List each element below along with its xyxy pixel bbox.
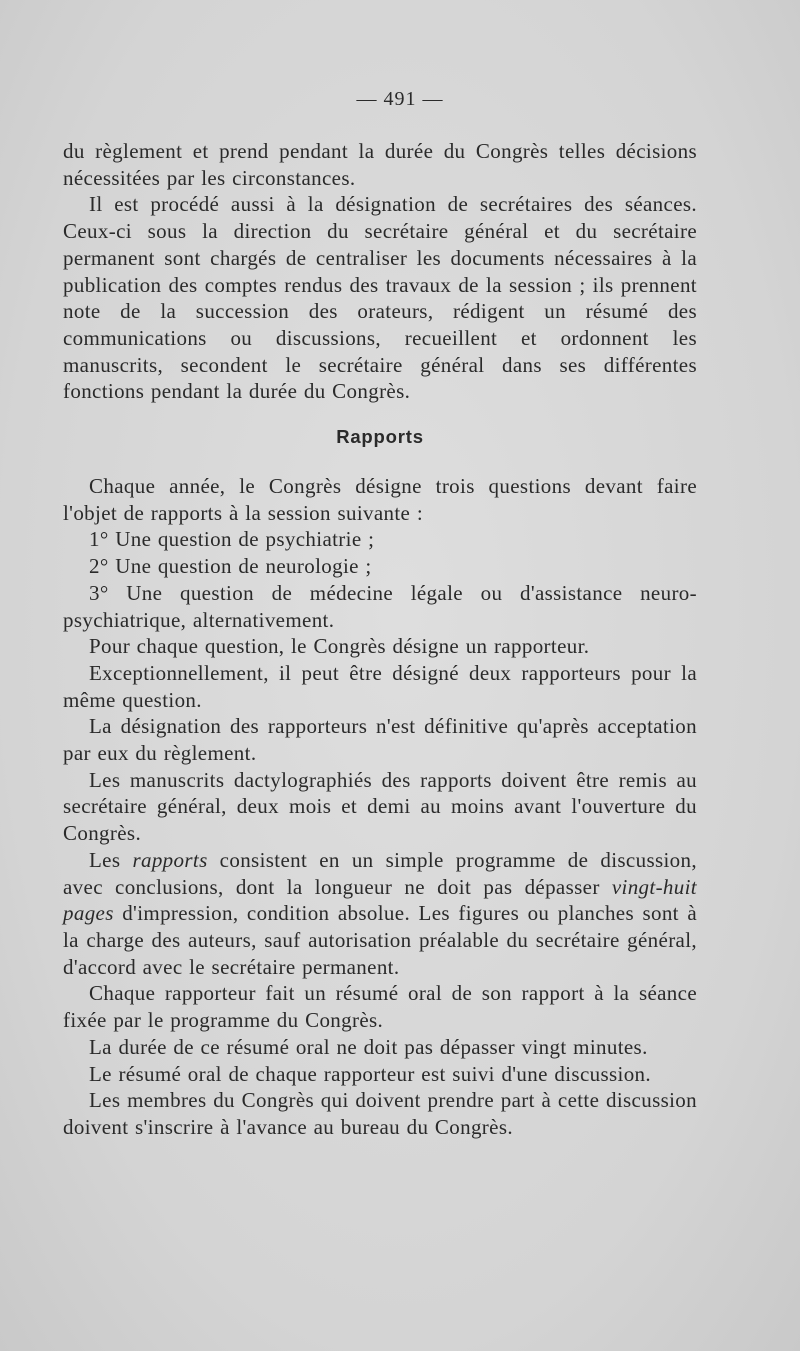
paragraph: Chaque rapporteur fait un résumé oral de son rapport à la séance fixée par le programme du Congrès. [63, 981, 697, 1033]
list-item: 3° Une question de médecine légale ou d'assistance neuro-psychiatrique, alternativement. [63, 580, 697, 632]
paragraph: Le résumé oral de chaque rapporteur est suivi d'une discussion. [89, 1061, 652, 1086]
paragraph: Les membres du Congrès qui doivent prendre part à cette discussion doivent s'inscrire à l'avance au bureau du Congrès. [63, 1088, 697, 1139]
paragraph: La désignation des rapporteurs n'est définitive qu'après acceptation par eux du règlement. [63, 714, 697, 766]
text-run: consistent en un simple programme de discussion, avec conclusions, dont la longueur ne doit pas dépasser [63, 847, 697, 899]
paragraph: Il est procédé aussi à la désignation de secrétaires des séances. Ceux-ci sous la direction du secrétaire général et du secrétaire permanent sont chargés de centraliser les documents nécessaires à la publication des comptes rendus des travaux de la session ; ils prennent note de la succession des orateurs, rédigent un résumé des communications ou discussions, recueillent et ordonnent les manuscrits, secondent le secrétaire général dans ses différentes fonctions pendant la durée du Congrès. [63, 192, 697, 404]
paragraph: La durée de ce résumé oral ne doit pas dépasser vingt minutes. [89, 1034, 648, 1059]
paragraph: Exceptionnellement, il peut être désigné deux rapporteurs pour la même question. [63, 660, 697, 712]
paragraph: Les manuscrits dactylographiés des rapports doivent être remis au secrétaire général, deux mois et demi au moins avant l'ouverture du Congrès. [63, 767, 697, 846]
section-heading: Rapports [336, 426, 424, 448]
italic-text: rapports [132, 847, 208, 872]
list-item: 2° Une question de neurologie ; [89, 554, 372, 579]
body-text [63, 138, 697, 1141]
list-item: 1° Une question de psychiatrie ; [89, 527, 375, 552]
paragraph: du règlement et prend pendant la durée du Congrès telles décisions nécessitées par les circonstances. [63, 139, 697, 190]
text-run: d'impression, condition absolue. Les figures ou planches sont à la charge des auteurs, sauf autorisation préalable du secrétaire général, d'accord avec le secrétaire permanent. [63, 901, 697, 979]
paragraph: Pour chaque question, le Congrès désigne un rapporteur. [89, 634, 590, 659]
rapports-paragraph [63, 847, 697, 981]
page-number: — 491 — [356, 88, 444, 110]
paragraph: Chaque année, le Congrès désigne trois questions devant faire l'objet de rapports à la session suivante : [63, 474, 697, 525]
text-run: Les [89, 847, 133, 872]
italic-text: vingt-huit pages [63, 874, 697, 926]
